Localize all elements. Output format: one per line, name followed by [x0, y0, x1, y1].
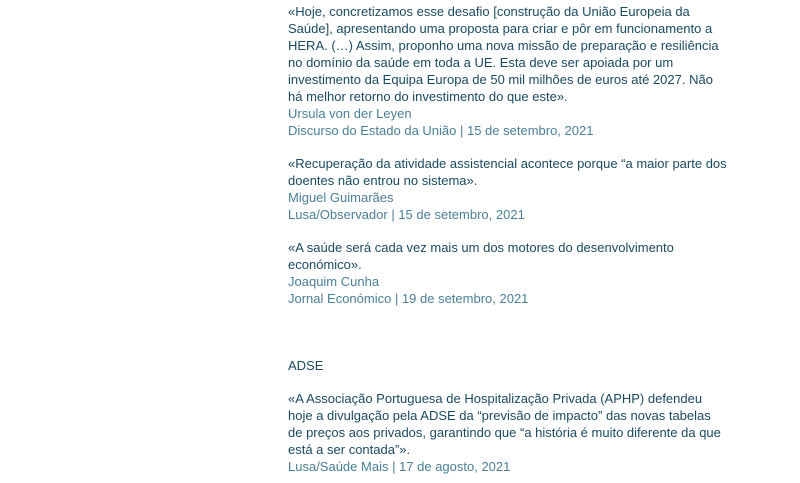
quote-text: «A Associação Portuguesa de Hospitalização Privada (APHP) defendeu hoje a divulgação pela ADSE da “previsão de impacto” das novas tabelas de preços aos privados, garantindo que “a história é muito diferente da que está a ser contada”». — [288, 391, 721, 457]
quote-text: «Hoje, concretizamos esse desafio [construção da União Europeia da Saúde], apresentando uma proposta para criar e pôr em funcionamento a HERA. (…) Assim, proponho uma nova missão de preparação e resiliência no domínio da saúde em toda a UE. Esta deve ser apoiada por um investimento da Equipa Europa de 50 mil milhões de euros até 2027. Não há melhor retorno do investimento do que este». — [288, 4, 719, 104]
quote-text: «Recuperação da atividade assistencial acontece porque “a maior parte dos doentes não entrou no sistema». — [288, 156, 727, 188]
quote-author: Miguel Guimarães — [288, 190, 394, 205]
quote-block-2 — [288, 155, 728, 223]
quote-source: Jornal Económico | 19 de setembro, 2021 — [288, 291, 529, 306]
quote-source: Lusa/Observador | 15 de setembro, 2021 — [288, 207, 525, 222]
quote-source: Discurso do Estado da União | 15 de setembro, 2021 — [288, 123, 594, 138]
quote-block-3 — [288, 239, 728, 307]
quote-source: Lusa/Saúde Mais | 17 de agosto, 2021 — [288, 459, 511, 474]
quote-block-1 — [288, 3, 728, 139]
quote-author: Joaquim Cunha — [288, 274, 380, 289]
quote-block-adse — [288, 390, 728, 475]
quotes-column — [288, 3, 728, 475]
quote-author: Ursula von der Leyen — [288, 106, 412, 121]
section-title-adse: ADSE — [288, 358, 324, 373]
quote-text: «A saúde será cada vez mais um dos motores do desenvolvimento económico». — [288, 240, 674, 272]
